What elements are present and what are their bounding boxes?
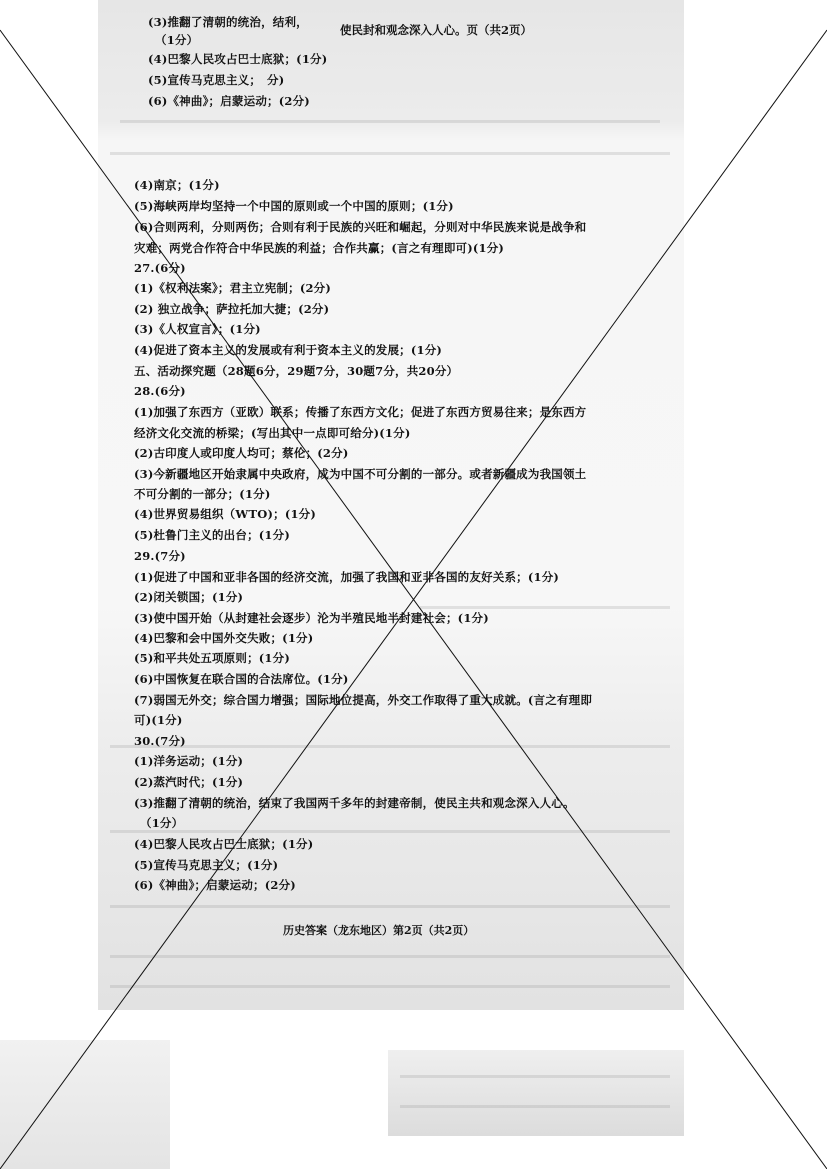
answer-line: (1)促进了中国和亚非各国的经济交流，加强了我国和亚非各国的友好关系；(1分) [134, 570, 560, 584]
answer-line: (2)蒸汽时代；(1分) [134, 775, 244, 789]
answer-line: (1)加强了东西方（亚欧）联系；传播了东西方文化；促进了东西方贸易往来；是东西方 [134, 405, 587, 419]
answer-line: (3)《人权宣言》；(1分) [134, 322, 261, 336]
answer-line: (4)巴黎人民攻占巴士底狱；(1分) [134, 837, 314, 851]
answer-line: 经济文化交流的桥梁；(写出其中一点即可给分)(1分) [134, 426, 411, 440]
answer-line: 28.(6分) [134, 384, 186, 398]
answer-line: (6)《神曲》；启蒙运动；(2分) [134, 878, 296, 892]
answer-line: (6)合则两利，分则两伤；合则有利于民族的兴旺和崛起，分则对中华民族来说是战争和 [134, 220, 587, 234]
answer-line: 30.(7分) [134, 734, 186, 748]
answer-line: (4)巴黎和会中国外交失败；(1分) [134, 631, 314, 645]
answer-line: 灾难；两党合作符合中华民族的利益；合作共赢；(言之有理即可)(1分) [134, 241, 505, 255]
header-suffix: 使民封和观念深入人心。页（共2页） [340, 23, 532, 37]
answer-line: (4)南京；(1分) [134, 178, 220, 192]
answer-line: (5)海峡两岸均坚持一个中国的原则或一个中国的原则；(1分) [134, 199, 454, 213]
answer-line: (2) 独立战争；萨拉托加大捷；(2分) [134, 302, 330, 316]
answer-line: (3)使中国开始（从封建社会逐步）沦为半殖民地半封建社会；(1分) [134, 611, 489, 625]
answer-line: (4)促进了资本主义的发展或有利于资本主义的发展；(1分) [134, 343, 443, 357]
answer-line: 不可分割的一部分；(1分) [134, 487, 271, 501]
answer-line: (7)弱国无外交；综合国力增强；国际地位提高，外交工作取得了重大成就。(言之有理即 [134, 693, 593, 707]
answer-line: (3)推翻了清朝的统治，结束了我国两千多年的封建帝制，使民主共和观念深入人心。 [134, 796, 575, 810]
answer-line: (6)中国恢复在联合国的合法席位。(1分) [134, 672, 349, 686]
answer-line: (5)宣传马克思主义；(1分) [134, 858, 279, 872]
answer-line: 可)(1分) [134, 713, 183, 727]
answer-line: (1)洋务运动；(1分) [134, 754, 244, 768]
top-fragment-line: （1分） [155, 33, 199, 47]
answer-line: (3)今新疆地区开始隶属中央政府，成为中国不可分割的一部分。或者新疆成为我国领土 [134, 467, 587, 481]
answer-line: (4)世界贸易组织（WTO)；(1分) [134, 507, 316, 521]
answer-line: 29.(7分) [134, 549, 186, 563]
answer-line: (5)和平共处五项原则；(1分) [134, 651, 290, 665]
page-footer: 历史答案（龙东地区）第2页（共2页） [283, 924, 475, 937]
top-fragment-line: (6)《神曲》；启蒙运动；(2分) [148, 94, 310, 108]
top-fragment-line: (3)推翻了清朝的统治，结利， [148, 15, 308, 29]
top-fragment-line: (5)宣传马克思主义； 分) [148, 73, 285, 87]
answer-line: （1分） [140, 816, 184, 830]
answer-line: (2)古印度人或印度人均可；蔡伦；(2分) [134, 446, 349, 460]
answer-line: 27.(6分) [134, 261, 186, 275]
answer-line: (5)杜鲁门主义的出台；(1分) [134, 528, 290, 542]
top-fragment-line: (4)巴黎人民攻占巴士底狱；(1分) [148, 52, 328, 66]
answer-line: (2)闭关锁国；(1分) [134, 590, 244, 604]
answer-line: (1)《权利法案》；君主立宪制；(2分) [134, 281, 332, 295]
answer-line: 五、活动探究题（28题6分，29题7分，30题7分，共20分） [134, 364, 459, 378]
